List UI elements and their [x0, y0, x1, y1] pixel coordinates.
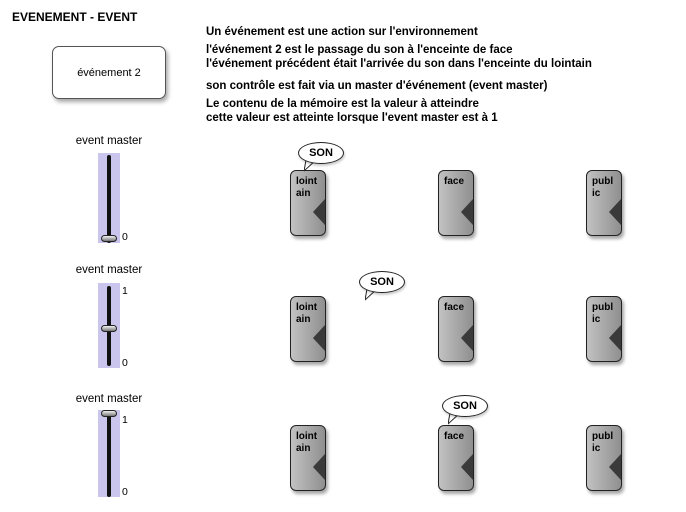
description-line-4: son contrôle est fait via un master d'événement (event master)	[206, 80, 548, 92]
event-master-fader[interactable]	[98, 283, 120, 368]
son-label: SON	[442, 395, 488, 417]
speaker-public[interactable]	[586, 296, 622, 362]
speaker-label: loint ain	[296, 176, 318, 199]
speaker-label: face	[444, 431, 465, 442]
fader-thumb[interactable]	[101, 325, 117, 332]
son-label: SON	[298, 142, 344, 164]
description-line-6: cette valeur est atteinte lorsque l'event master est à 1	[206, 112, 498, 124]
event-master-fader[interactable]	[98, 410, 120, 497]
speaker-face[interactable]	[438, 425, 474, 491]
fader-tick-0: 0	[122, 357, 128, 369]
speaker-cone-icon	[461, 454, 473, 480]
description-line-2: l'événement 2 est le passage du son à l'enceinte de face	[206, 44, 513, 56]
fader-tick-0: 0	[122, 231, 128, 243]
event-box-label: événement 2	[77, 66, 141, 79]
speaker-lointain[interactable]	[290, 170, 326, 236]
speaker-lointain[interactable]	[290, 296, 326, 362]
speaker-label: loint ain	[296, 431, 318, 454]
fader-label: event master	[75, 135, 143, 147]
speaker-cone-icon	[313, 199, 325, 225]
son-label: SON	[359, 271, 405, 293]
speaker-label: loint ain	[296, 302, 318, 325]
speaker-cone-icon	[609, 325, 621, 351]
fader-slot	[107, 413, 111, 497]
speaker-label: face	[444, 302, 465, 313]
speaker-face[interactable]	[438, 170, 474, 236]
fader-tick-0: 0	[122, 486, 128, 498]
speaker-public[interactable]	[586, 425, 622, 491]
event-master-fader[interactable]	[98, 153, 120, 243]
speaker-label: publ ic	[592, 302, 614, 325]
son-bubble	[298, 142, 344, 172]
fader-tick-1: 1	[122, 414, 128, 426]
speaker-cone-icon	[609, 454, 621, 480]
speaker-cone-icon	[461, 199, 473, 225]
fader-tick-1: 1	[122, 285, 128, 297]
event-2-button[interactable]	[52, 46, 166, 99]
description-line-5: Le contenu de la mémoire est la valeur à atteindre	[206, 98, 479, 110]
description-line-3: l'événement précédent était l'arrivée du son dans l'enceinte du lointain	[206, 58, 592, 70]
speaker-public[interactable]	[586, 170, 622, 236]
speaker-label: face	[444, 176, 465, 187]
page-title: EVENEMENT - EVENT	[12, 10, 138, 24]
speaker-lointain[interactable]	[290, 425, 326, 491]
speaker-label: publ ic	[592, 176, 614, 199]
son-bubble	[359, 271, 405, 301]
speaker-label: publ ic	[592, 431, 614, 454]
speaker-cone-icon	[609, 199, 621, 225]
fader-label: event master	[75, 264, 143, 276]
son-bubble	[442, 395, 488, 425]
speaker-face[interactable]	[438, 296, 474, 362]
fader-slot	[107, 155, 111, 243]
fader-thumb[interactable]	[101, 235, 117, 242]
fader-label: event master	[75, 393, 143, 405]
speaker-cone-icon	[313, 454, 325, 480]
description-line-1: Un événement est une action sur l'environnement	[206, 26, 478, 38]
speaker-cone-icon	[313, 325, 325, 351]
speaker-cone-icon	[461, 325, 473, 351]
fader-thumb[interactable]	[101, 410, 117, 417]
